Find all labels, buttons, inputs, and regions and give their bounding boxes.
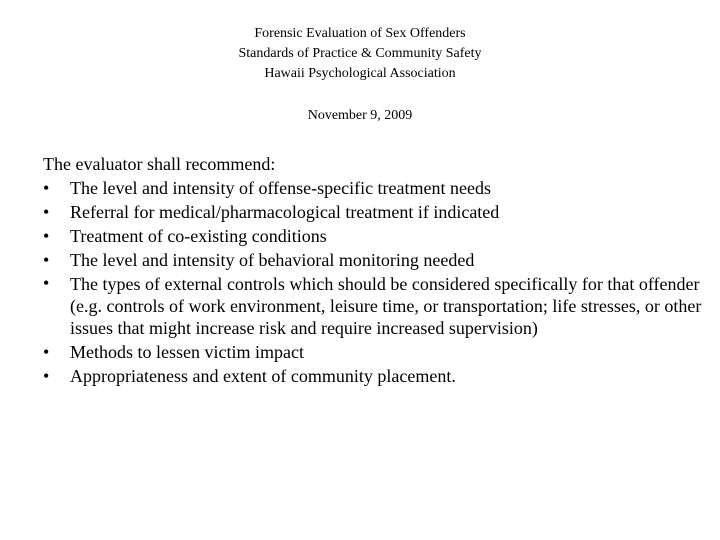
list-item-text: The types of external controls which should be considered specifically for that offender (e.g. controls of work environment, leisure time, or transportation; life stresses, or other issues that might increase risk and require increased supervision) (70, 274, 702, 338)
list-item-text: Treatment of co-existing conditions (70, 226, 327, 246)
list-item-text: Referral for medical/pharmacological treatment if indicated (70, 202, 500, 222)
list-item-text: Appropriateness and extent of community placement. (70, 366, 456, 386)
list-item (43, 200, 708, 224)
slide-body (43, 152, 708, 388)
header-title: Forensic Evaluation of Sex Offenders (254, 26, 466, 41)
list-item-text: Methods to lessen victim impact (70, 342, 304, 362)
header-organization: Hawaii Psychological Association (264, 66, 456, 81)
list-item (43, 364, 708, 388)
bullet-icon: • (43, 273, 50, 293)
intro-text: The evaluator shall recommend: (43, 154, 276, 174)
slide-date: November 9, 2009 (307, 108, 413, 123)
bullet-icon: • (43, 342, 50, 362)
list-item (43, 248, 708, 272)
list-item-text: The level and intensity of behavioral monitoring needed (70, 250, 475, 270)
bullet-icon: • (43, 202, 50, 222)
bullet-icon: • (43, 366, 50, 386)
bullet-icon: • (43, 250, 50, 270)
bullet-icon: • (43, 226, 50, 246)
header-subtitle: Standards of Practice & Community Safety (238, 46, 482, 61)
list-item (43, 224, 708, 248)
slide-header (0, 24, 720, 84)
recommendation-list (43, 176, 708, 388)
list-item-text: The level and intensity of offense-specific treatment needs (70, 178, 492, 198)
list-item (43, 340, 708, 364)
bullet-icon: • (43, 178, 50, 198)
list-item (43, 176, 708, 200)
list-item (43, 272, 708, 340)
